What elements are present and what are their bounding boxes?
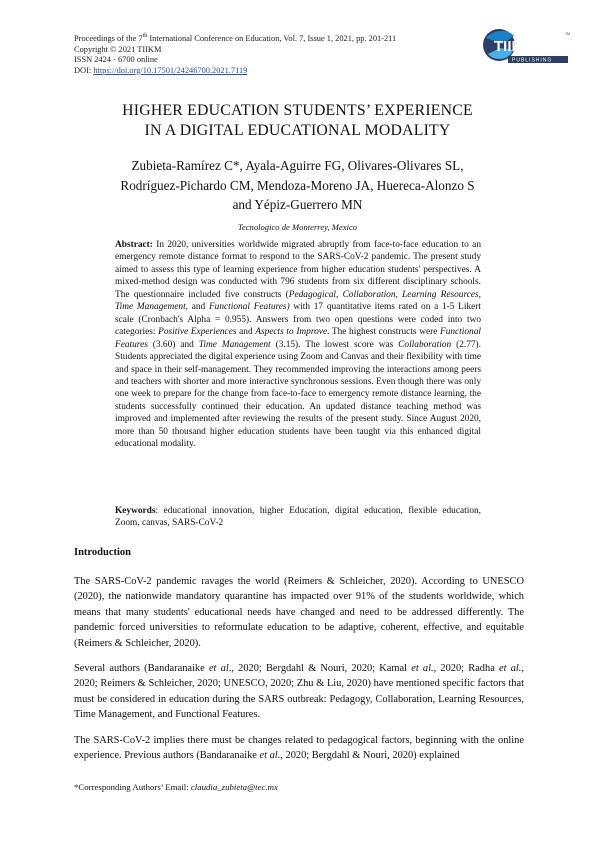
logo-text: TIIKM <box>494 38 535 55</box>
running-header <box>74 34 396 76</box>
logo-tm: TM <box>565 32 571 36</box>
doi-link[interactable]: https://doi.org/10.17501/24246700.2021.7119 <box>93 65 248 75</box>
paper-title: HIGHER EDUCATION STUDENTS’ EXPERIENCE IN A DIGITAL EDUCATIONAL MODALITY <box>122 102 473 139</box>
author-list: Zubieta-Ramírez C*, Ayala-Aguirre FG, Olivares-Olivares SL, Rodríguez-Pichardo CM, Mendoza-Moreno JA, Huereca-Alonzo S and Yépiz-Guerrero MN <box>120 158 475 213</box>
section-heading-introduction: Introduction <box>74 547 131 558</box>
corresponding-author-footnote: *Corresponding Authors’ Email: claudia_zubieta@tec.mx <box>74 782 278 792</box>
paragraph-3: The SARS-CoV-2 implies there must be changes related to pedagogical factors, beginning with the online experience. Previous authors (Bandaranaike et al., 2020; Bergdahl & Nouri, 2020) explained <box>74 735 524 762</box>
paragraph-2: Several authors (Bandaranaike et al., 2020; Bergdahl & Nouri, 2020; Kamal et al., 2020; Radha et al., 2020; Reimers & Schleicher, 2020; UNESCO, 2020; Zhu & Liu, 2020) have mentioned specific factors that must be considered in education during the SARS outbreak: Pedagogy, Collaboration, Learning Resources, Time Management, and Functional Features. <box>74 663 525 721</box>
copyright-line: Copyright © 2021 TIIKM <box>74 44 162 54</box>
logo-subtext: PUBLISHING <box>512 57 553 64</box>
affiliation: Tecnologico de Monterrey, Mexico <box>237 222 358 232</box>
tiikm-logo <box>480 26 572 66</box>
paragraph-1: The SARS-CoV-2 pandemic ravages the world (Reimers & Schleicher, 2020). According to UNESCO (2020), the nationwide mandatory quarantine has impacted over 91% of the students worldwide, which means that many students' educational needs have changed and need to be addressed differently. The pandemic forced universities to reformulate education to be adaptive, coherent, effective, and equitable (Reimers & Schleicher, 2020). <box>74 576 524 649</box>
abstract: Abstract: In 2020, universities worldwide migrated abruptly from face-to-face education to an emergency remote distance format to respond to the SARS-CoV-2 pandemic. The present study aimed to assess this type of learning experience from higher education students' perspectives. A mixed-method design was conducted with 796 students from six different disciplinary schools. The questionnaire included five constructs (Pedagogical, Collaboration, Learning Resources, Time Management, and Functional Features) with 17 quantitative items rated on a 1-5 Likert scale (Cronbach's Alpha = 0.955). Answers from two open questions were coded into two categories: Positive Experiences and Aspects to Improve. The highest constructs were Functional Features (3.60) and Time Management (3.15). The lowest score was Collaboration (2.77). Students appreciated the digital experience using Zoom and Canvas and their flexibility with time and space in their self-management. They recommended improving the interactions among peers and teachers with shorter and more interactive synchronous sessions. Even though there was only one week to prepare for the change from face-to-face to emergency remote distance learning, the students successfully continued their education. An updated distance teaching method was improved and implemented after reviewing the results of the present study. Since August 2020, more than 50 thousand higher education students have been taught via this enhanced digital educational modality. <box>115 240 482 450</box>
keywords: Keywords: educational innovation, higher Education, digital education, flexible education, Zoom, canvas, SARS-CoV-2 <box>115 506 481 529</box>
proceedings-line: Proceedings of the 7th International Conference on Education, Vol. 7, Issue 1, 2021, pp. 201-211 <box>74 33 397 43</box>
doi-line: DOI: https://doi.org/10.17501/24246700.2021.7119 <box>74 65 248 75</box>
author-email: claudia_zubieta@tec.mx <box>190 782 278 792</box>
issn-line: ISSN 2424 - 6700 online <box>74 55 158 65</box>
